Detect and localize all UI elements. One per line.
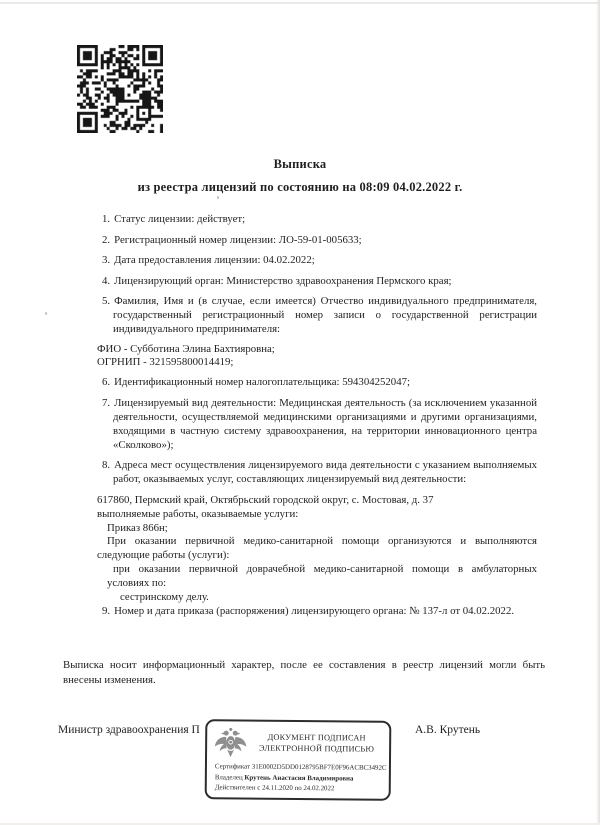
- item-text: Фамилия, Имя и (в случае, если имеется) Отчество индивидуального предпринимателя, государственный регистрационный номер записи о государственной регистрации индивидуального предпринимателя:: [113, 295, 537, 335]
- signatory-name: А.В. Крутень: [415, 724, 481, 736]
- entrepreneur-details: [97, 343, 537, 371]
- order-line: Приказ 866н;: [107, 521, 168, 534]
- informational-note: Выписка носит информационный характер, после ее составления в реестр лицензий могли быть внесены изменения.: [63, 659, 545, 686]
- owner-value: Крутень Анастасия Владимировна: [244, 774, 354, 783]
- address-block: [97, 494, 537, 604]
- item-number: 9.: [102, 605, 111, 618]
- item-number: 4.: [102, 274, 111, 287]
- item-text: Статус лицензии: действует;: [114, 213, 246, 225]
- item-number: 8.: [102, 459, 111, 472]
- item-inn: [97, 375, 537, 389]
- address-line: 617860, Пермский край, Октябрьский городской округ, с. Мостовая, д. 37: [97, 494, 434, 507]
- document-subtitle: из реестра лицензий по состоянию на 08:09 04.02.2022 г.: [137, 180, 463, 194]
- item-number: 7.: [102, 396, 111, 409]
- scan-speck: [45, 312, 47, 315]
- item-addresses: [97, 458, 537, 486]
- item-license-date: [97, 253, 537, 267]
- stamp-title: [250, 733, 383, 755]
- stamp-header: [207, 721, 389, 762]
- item-licensed-activity: [97, 396, 537, 452]
- stamp-title-line1: ДОКУМЕНТ ПОДПИСАН: [267, 732, 366, 743]
- digital-signature-stamp: [205, 719, 392, 801]
- stamp-details: [207, 760, 389, 795]
- scan-speck: [217, 196, 219, 199]
- item-license-status: [97, 212, 537, 226]
- item-text: Лицензируемый вид деятельности: Медицинская деятельность (за исключением указанной деятельности, осуществляемой медицинскими организациями и другими организациями, входящими в частную систему здравоохранения, на территории инновационного центра «Сколково»);: [113, 396, 537, 451]
- scan-edge-right: [596, 0, 600, 825]
- works-paragraph-3: сестринскому делу.: [120, 590, 209, 603]
- item-text: Регистрационный номер лицензии: ЛО-59-01-005633;: [114, 233, 362, 246]
- signatory-position: Министр здравоохранения П: [58, 724, 200, 736]
- ogrnip-line: ОГРНИП - 321595800014419;: [97, 356, 234, 369]
- qr-code: [77, 45, 163, 133]
- scan-edge-top: [0, 2, 600, 4]
- works-intro-line: выполняемые работы, оказываемые услуги:: [97, 507, 299, 520]
- item-number: 1.: [102, 213, 111, 225]
- document-header: [0, 157, 600, 195]
- item-order-number: [97, 604, 537, 618]
- item-number: 5.: [102, 295, 111, 307]
- document-body: [97, 212, 537, 625]
- item-text: Дата предоставления лицензии: 04.02.2022;: [114, 254, 315, 266]
- item-entrepreneur-name: [97, 294, 537, 336]
- works-paragraph-1: При оказании первичной медико-санитарной помощи организуются и выполняются следующие работы (услуги):: [97, 535, 537, 562]
- item-licensing-authority: [97, 274, 537, 288]
- certificate-value: 31E0002D5DD0128795BF7E0F96ACBC3492C: [251, 763, 387, 772]
- item-registration-number: [97, 233, 537, 247]
- russian-coat-of-arms-icon: [214, 725, 247, 760]
- item-number: 3.: [102, 254, 111, 266]
- stamp-title-line2: ЭЛЕКТРОННОЙ ПОДПИСЬЮ: [259, 743, 375, 754]
- item-number: 6.: [102, 376, 111, 389]
- works-paragraph-2: при оказании первичной доврачебной медико-санитарной помощи в амбулаторных условиях по:: [107, 563, 537, 589]
- document-title: Выписка: [273, 157, 327, 171]
- fio-line: ФИО - Субботина Элина Бахтияровна;: [97, 342, 275, 355]
- item-text: Номер и дата приказа (распоряжения) лицензирующего органа: № 137-л от 04.02.2022.: [114, 605, 515, 618]
- item-text: Лицензирующий орган: Министерство здравоохранения Пермского края;: [114, 274, 452, 287]
- item-text: Идентификационный номер налогоплательщика: 594304252047;: [114, 376, 411, 389]
- owner-label: Владелец: [214, 773, 243, 782]
- certificate-label: Сертификат: [214, 763, 251, 771]
- stamp-validity-line: Действителен с 24.11.2020 по 24.02.2022: [214, 784, 335, 793]
- item-text: Адреса мест осуществления лицензируемого вида деятельности с указанием выполняемых работ, оказываемых услуг, составляющих лицензируемый вид деятельности:: [113, 459, 537, 486]
- item-number: 2.: [102, 233, 111, 246]
